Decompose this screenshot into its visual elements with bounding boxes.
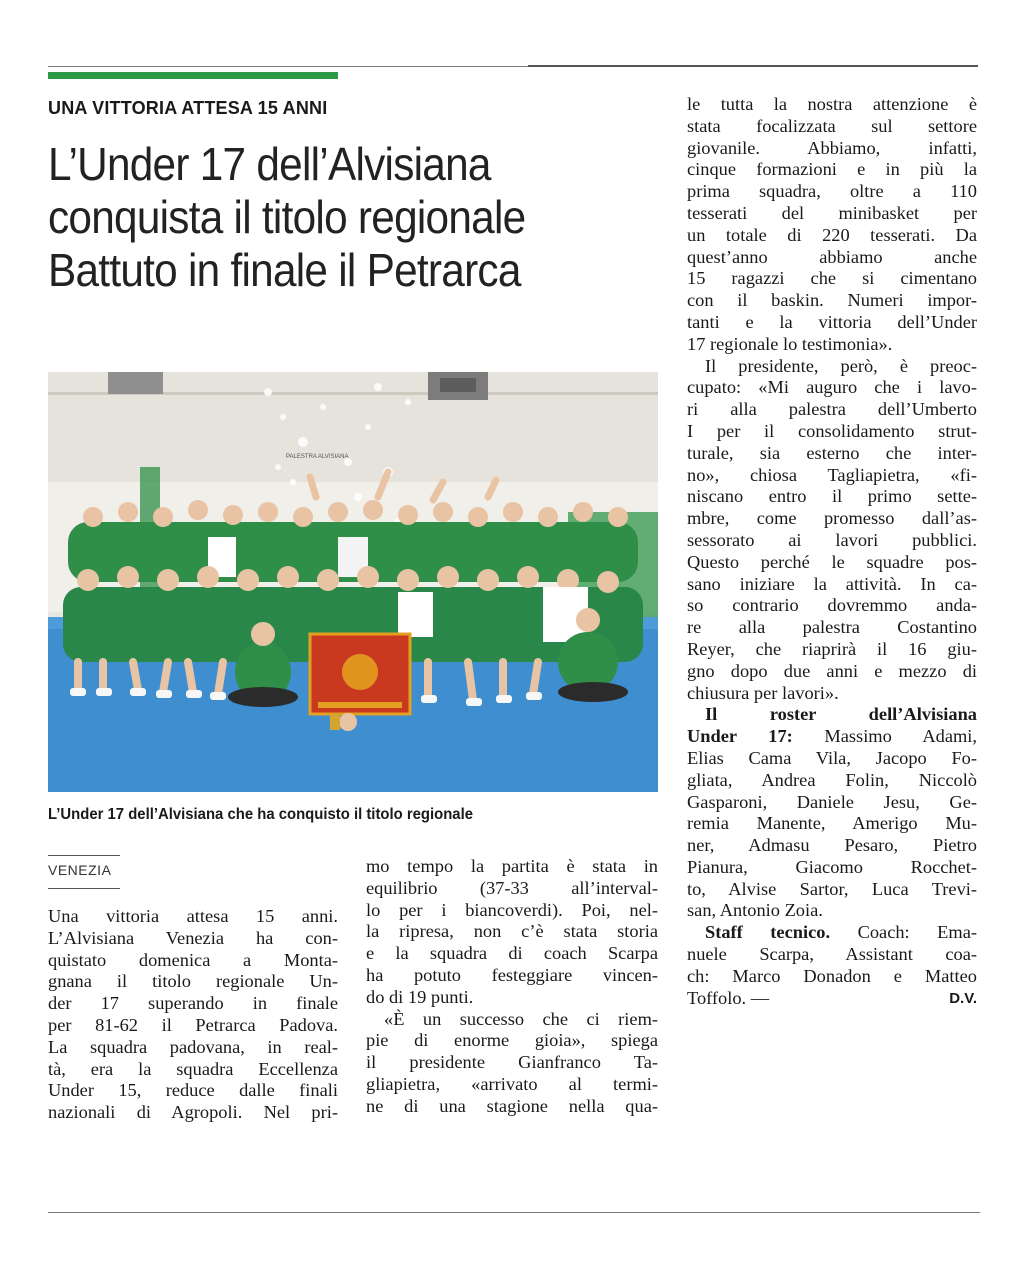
article-column-2 — [366, 856, 658, 1118]
body-line: ri alla palestra dell’Umberto — [687, 399, 977, 420]
staff-line — [687, 922, 977, 944]
body-line: so contrario dovremmo anda- — [687, 595, 977, 616]
body-line: do di 19 punti. — [366, 986, 474, 1007]
dateline-rule-top — [48, 855, 120, 856]
body-line: sessorato ai lavori pubblici. — [687, 529, 977, 550]
team-photo-illustration — [48, 372, 658, 792]
body-line: «È un successo che ci riem- — [384, 1008, 658, 1029]
body-line: sano iniziare la attività. In ca- — [687, 573, 977, 594]
photo-caption: L’Under 17 dell’Alvisiana che ha conquisto il titolo regionale — [48, 806, 473, 823]
body-line: tà, era la squadra Eccellenza — [48, 1058, 338, 1079]
body-line: prima squadra, oltre a 110 — [687, 181, 977, 202]
body-line: un totale di 220 tesserati. Da — [687, 224, 977, 245]
body-line: Reyer, che riaprirà il 16 giu- — [687, 638, 977, 659]
roster-label: Under 17: — [687, 726, 793, 747]
headline-line-2: conquista il titolo regionale — [48, 191, 526, 243]
body-line: pie di enorme gioia», spiega — [366, 1030, 658, 1051]
body-line: nazionali di Agropoli. Nel pri- — [48, 1102, 338, 1123]
roster-line: Gasparoni, Daniele Jesu, Ge- — [687, 791, 977, 812]
body-line: tesserati del minibasket per — [687, 202, 977, 223]
body-line: 15 ragazzi che si cimentano — [687, 268, 977, 289]
body-line: Il presidente, però, è preoc- — [705, 355, 977, 376]
body-line: tanti e la vittoria dell’Under — [687, 311, 977, 332]
roster-heading — [687, 704, 977, 726]
body-line: e la squadra di coach Scarpa — [366, 943, 658, 964]
headline-line-1: L’Under 17 dell’Alvisiana — [48, 138, 491, 190]
team-photo — [48, 372, 658, 792]
staff-lead: Staff tecnico. — [705, 922, 831, 943]
body-line: giovanile. Abbiamo, infatti, — [687, 137, 977, 158]
dateline: VENEZIA — [48, 862, 112, 878]
body-line: per 81-62 il Petrarca Padova. — [48, 1014, 338, 1035]
body-line: ne di una stagione nella qua- — [366, 1095, 658, 1116]
body-line: L’Alvisiana Venezia ha con- — [48, 927, 338, 948]
roster-line: remia Manente, Amerigo Mu- — [687, 813, 977, 834]
body-line: ha potuto festeggiare vincen- — [366, 964, 658, 985]
body-line: cupato: «Mi auguro che i lavo- — [687, 377, 977, 398]
body-line: niscano entro il primo sette- — [687, 486, 977, 507]
section-color-bar — [48, 72, 338, 79]
body-line: Questo perché le squadre pos- — [687, 551, 977, 572]
air-duct-left — [108, 372, 163, 394]
body-line: quest’anno abbiamo anche — [687, 246, 977, 267]
body-line: Una vittoria attesa 15 anni. — [48, 906, 338, 926]
body-line: gliapietra, «arrivato al termi- — [366, 1073, 658, 1094]
body-line: equilibrio (37-33 all’interval- — [366, 877, 658, 898]
kicker: UNA VITTORIA ATTESA 15 ANNI — [48, 98, 328, 118]
staff-last: Toffolo. — — [687, 987, 770, 1008]
body-line: chiusura per lavori». — [687, 682, 839, 703]
body-line: la ripresa, non c’è stata storia — [366, 921, 658, 942]
article-column-3 — [687, 94, 977, 1009]
bottom-rule — [48, 1212, 980, 1213]
article-column-1 — [48, 906, 338, 1124]
body-line: il presidente Gianfranco Ta- — [366, 1052, 658, 1073]
body-line: 17 regionale lo testimonia». — [687, 333, 893, 354]
body-line: quistato domenica a Monta- — [48, 949, 338, 970]
body-line: gnana il titolo regionale Un- — [48, 971, 338, 992]
body-line: cinque formazioni e in più la — [687, 159, 977, 180]
body-line: turale, sia esterno che inter- — [687, 442, 977, 463]
gym-sign: PALESTRA ALVISIANA — [286, 454, 349, 460]
staff-text: Coach: Ema- — [830, 922, 977, 943]
body-line: La squadra padovana, in real- — [48, 1036, 338, 1057]
body-line: gno dopo due anni e mezzo di — [687, 660, 977, 681]
body-line: stata focalizzata sul settore — [687, 115, 977, 136]
body-line: le tutta la nostra attenzione è — [687, 94, 977, 114]
body-line: con il baskin. Numeri impor- — [687, 290, 977, 311]
roster-line: san, Antonio Zoia. — [687, 900, 823, 921]
body-line: no», chiosa Tagliapietra, «fi- — [687, 464, 977, 485]
roster-line: to, Alvise Sartor, Luca Trevi- — [687, 878, 977, 899]
body-line: mo tempo la partita è stata in — [366, 856, 658, 876]
staff-line-last — [687, 988, 977, 1010]
author-signature: D.V. — [949, 989, 977, 1007]
body-line: Under 15, reduce dalle finali — [48, 1080, 338, 1101]
staff-line: ch: Marco Donadon e Matteo — [687, 965, 977, 986]
roster-names: Massimo Adami, — [792, 726, 977, 747]
roster-line: gliata, Andrea Folin, Niccolò — [687, 769, 977, 790]
body-line: lo per i biancoverdi). Poi, nel- — [366, 899, 658, 920]
body-line: re alla palestra Costantino — [687, 617, 977, 638]
body-line: mbre, come promesso dall’as- — [687, 508, 977, 529]
body-line: I per il consolidamento strut- — [687, 420, 977, 441]
headline-line-3: Battuto in finale il Petrarca — [48, 244, 521, 296]
top-rule-accent — [528, 65, 978, 67]
roster-line: ner, Admasu Pesaro, Pietro — [687, 835, 977, 856]
roster-line — [687, 726, 977, 748]
body-line: der 17 superando in finale — [48, 993, 338, 1014]
roster-line: Pianura, Giacomo Rocchet- — [687, 856, 977, 877]
roster-line: Elias Cama Vila, Jacopo Fo- — [687, 747, 977, 768]
dateline-rule-bottom — [48, 888, 120, 889]
staff-line: nuele Scarpa, Assistant coa- — [687, 944, 977, 965]
roster-lead: Il roster dell’Alvisiana — [705, 704, 977, 725]
headline — [48, 138, 609, 297]
